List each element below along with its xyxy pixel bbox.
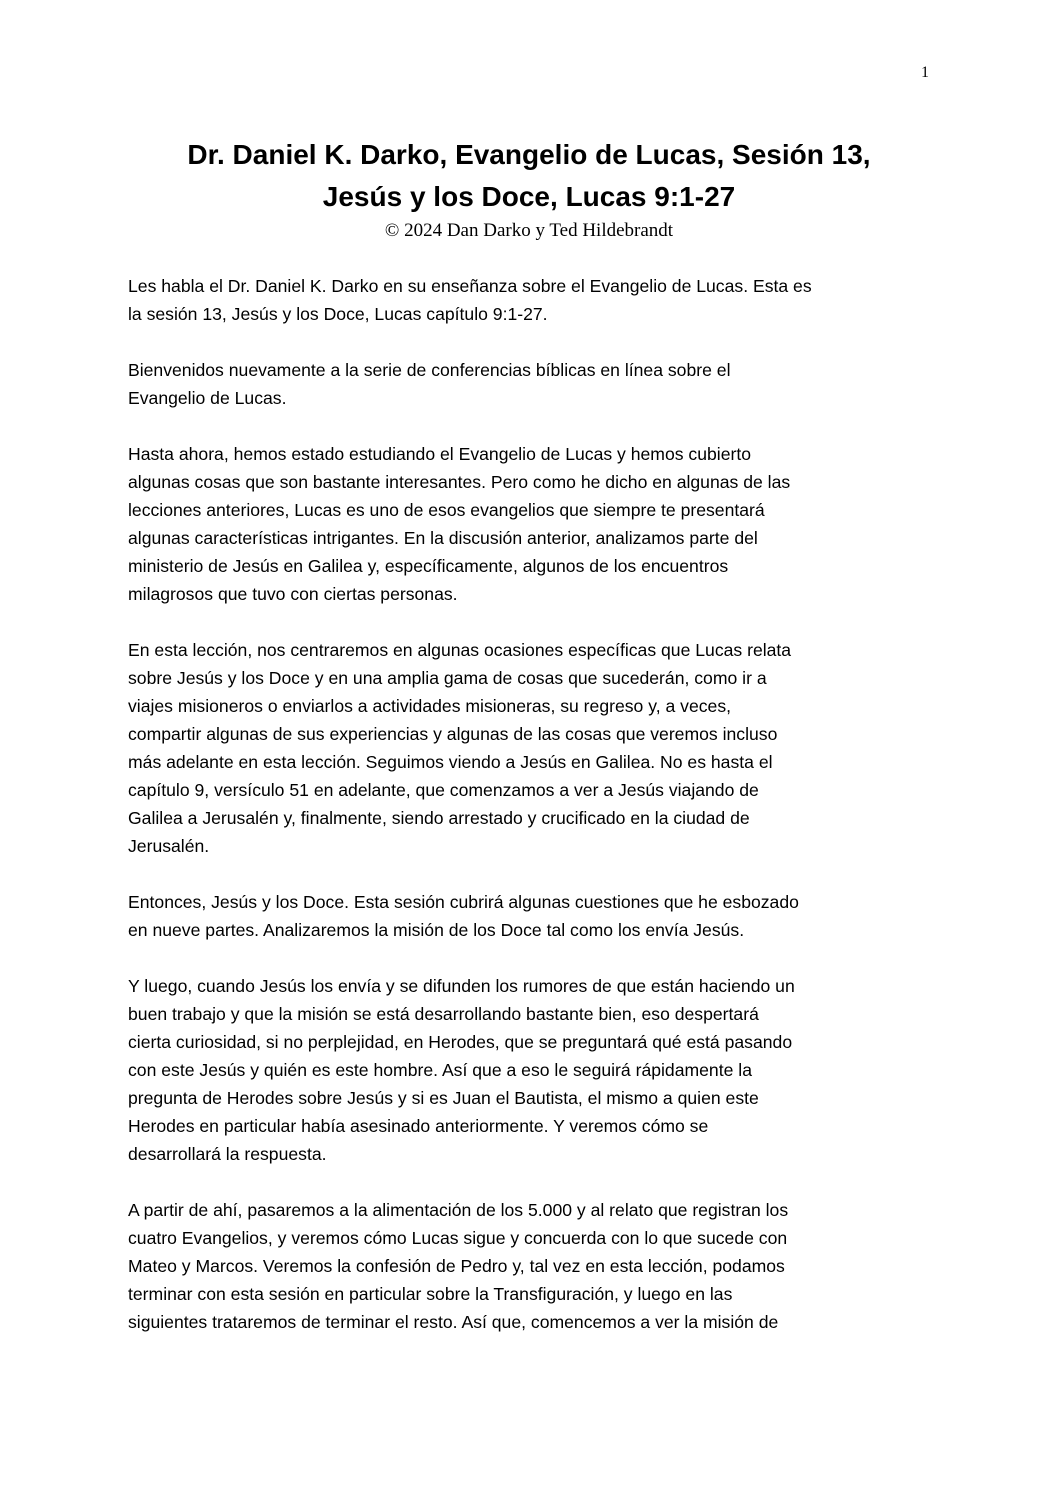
document-body [128,272,928,1364]
text-line: cuatro Evangelios, y veremos cómo Lucas sigue y concuerda con lo que sucede con [128,1228,788,1248]
text-line: compartir algunas de sus experiencias y algunas de las cosas que veremos incluso [128,724,778,744]
text-line: Y luego, cuando Jesús los envía y se difunden los rumores de que están haciendo un [128,976,795,996]
text-line: más adelante en esta lección. Seguimos viendo a Jesús en Galilea. No es hasta el [128,752,773,772]
paragraph [128,636,928,860]
paragraph [128,272,928,328]
text-line: Jerusalén. [128,836,210,856]
text-line: terminar con esta sesión en particular sobre la Transfiguración, y luego en las [128,1284,733,1304]
text-line: Galilea a Jerusalén y, finalmente, siendo arrestado y crucificado en la ciudad de [128,808,750,828]
copyright: © 2024 Dan Darko y Ted Hildebrandt [384,220,674,241]
text-line: Hasta ahora, hemos estado estudiando el Evangelio de Lucas y hemos cubierto [128,444,752,464]
text-line: Evangelio de Lucas. [128,388,287,408]
text-line: pregunta de Herodes sobre Jesús y si es Juan el Bautista, el mismo a quien este [128,1088,759,1108]
text-line: cierta curiosidad, si no perplejidad, en Herodes, que se preguntará qué está pasando [128,1032,793,1052]
title-line: Jesús y los Doce, Lucas 9:1-27 [322,181,736,212]
text-line: sobre Jesús y los Doce y en una amplia gama de cosas que sucederán, como ir a [128,668,767,688]
text-line: Mateo y Marcos. Veremos la confesión de Pedro y, tal vez en esta lección, podamos [128,1256,785,1276]
text-line: ministerio de Jesús en Galilea y, específicamente, algunos de los encuentros [128,556,729,576]
text-line: en nueve partes. Analizaremos la misión de los Doce tal como los envía Jesús. [128,920,745,940]
text-line: algunas cosas que son bastante interesantes. Pero como he dicho en algunas de las [128,472,791,492]
text-line: siguientes trataremos de terminar el resto. Así que, comencemos a ver la misión de [128,1312,779,1332]
text-line: Entonces, Jesús y los Doce. Esta sesión cubrirá algunas cuestiones que he esbozado [128,892,799,912]
text-line: viajes misioneros o enviarlos a actividades misioneras, su regreso y, a veces, [128,696,732,716]
paragraph [128,440,928,608]
paragraph [128,1196,928,1336]
title-line: Dr. Daniel K. Darko, Evangelio de Lucas, Sesión 13, [187,139,871,170]
text-line: con este Jesús y quién es este hombre. Así que a eso le seguirá rápidamente la [128,1060,752,1080]
text-line: algunas características intrigantes. En la discusión anterior, analizamos parte del [128,528,758,548]
text-line: la sesión 13, Jesús y los Doce, Lucas capítulo 9:1-27. [128,304,548,324]
text-line: milagrosos que tuvo con ciertas personas. [128,584,458,604]
page-number: 1 [921,64,929,81]
paragraph [128,356,928,412]
text-line: buen trabajo y que la misión se está desarrollando bastante bien, eso despertará [128,1004,759,1024]
text-line: Bienvenidos nuevamente a la serie de conferencias bíblicas en línea sobre el [128,360,731,380]
text-line: capítulo 9, versículo 51 en adelante, que comenzamos a ver a Jesús viajando de [128,780,759,800]
paragraph [128,888,928,944]
document-title [0,134,1058,218]
text-line: A partir de ahí, pasaremos a la alimentación de los 5.000 y al relato que registran los [128,1200,789,1220]
text-line: Les habla el Dr. Daniel K. Darko en su enseñanza sobre el Evangelio de Lucas. Esta es [128,276,812,296]
text-line: lecciones anteriores, Lucas es uno de esos evangelios que siempre te presentará [128,500,765,520]
text-line: En esta lección, nos centraremos en algunas ocasiones específicas que Lucas relata [128,640,792,660]
paragraph [128,972,928,1168]
text-line: Herodes en particular había asesinado anteriormente. Y veremos cómo se [128,1116,709,1136]
text-line: desarrollará la respuesta. [128,1144,327,1164]
